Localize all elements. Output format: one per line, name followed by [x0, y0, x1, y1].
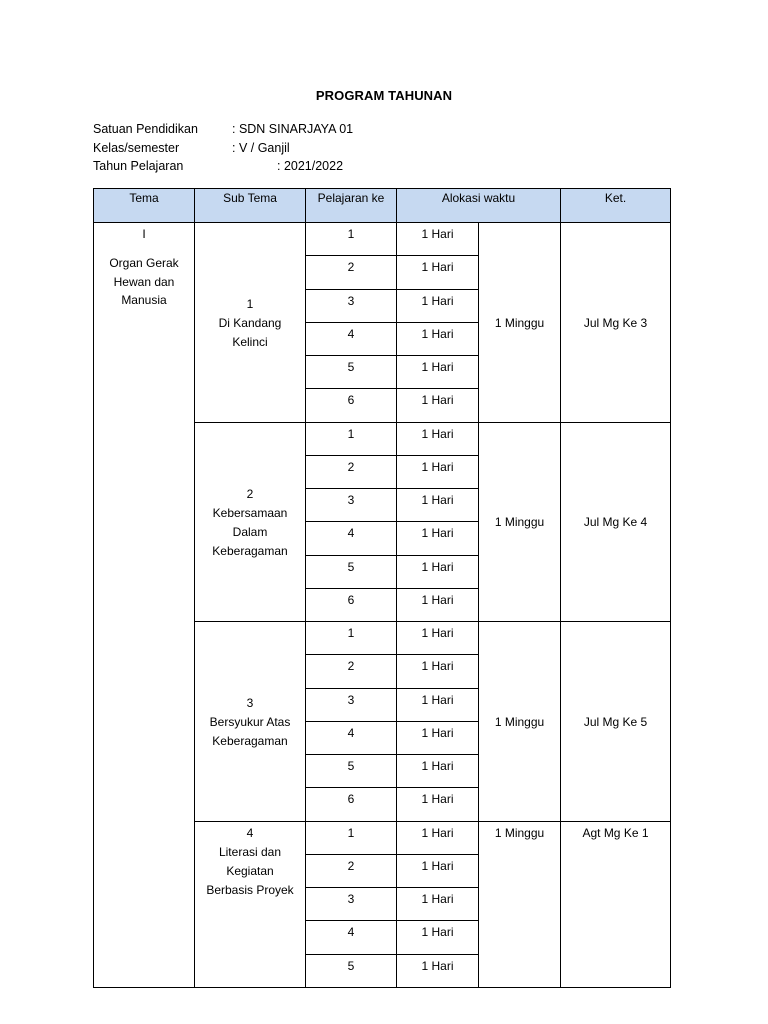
document-title: PROGRAM TAHUNAN: [315, 88, 453, 103]
lesson-time: 1 Hari: [397, 721, 479, 754]
lesson-number: 6: [306, 788, 397, 821]
lesson-number: 2: [306, 655, 397, 688]
lesson-time: 1 Hari: [397, 954, 479, 987]
lesson-number: 1: [306, 422, 397, 455]
lesson-time: 1 Hari: [397, 356, 479, 389]
lesson-time: 1 Hari: [397, 821, 479, 854]
lesson-time: 1 Hari: [397, 555, 479, 588]
ket-cell: Jul Mg Ke 3: [561, 223, 671, 423]
week-allocation: 1 Minggu: [479, 223, 561, 423]
lesson-time: 1 Hari: [397, 256, 479, 289]
lesson-number: 6: [306, 389, 397, 422]
meta-label: Tahun Pelajaran: [93, 159, 184, 173]
lesson-number: 2: [306, 455, 397, 488]
sub-tema-name: Bersyukur Atas Keberagaman: [209, 714, 291, 748]
lesson-number: 2: [306, 256, 397, 289]
tema-cell: [94, 223, 195, 988]
sub-tema-name: Di Kandang Kelinci: [218, 315, 282, 349]
lesson-time: 1 Hari: [397, 422, 479, 455]
lesson-number: 5: [306, 356, 397, 389]
sub-tema-cell: [195, 223, 306, 423]
lesson-number: 5: [306, 755, 397, 788]
sub-tema-number: 4: [246, 825, 254, 840]
sub-tema-cell: [195, 622, 306, 822]
sub-tema-cell: [195, 422, 306, 622]
tema-name: Organ Gerak Hewan dan Manusia: [109, 256, 179, 307]
week-allocation: 1 Minggu: [479, 622, 561, 822]
table-row: [94, 223, 671, 256]
lesson-time: 1 Hari: [397, 688, 479, 721]
lesson-number: 1: [306, 622, 397, 655]
lesson-time: 1 Hari: [397, 223, 479, 256]
ket-cell: Jul Mg Ke 5: [561, 622, 671, 822]
meta-label: Kelas/semester: [93, 140, 180, 155]
lesson-number: 3: [306, 489, 397, 522]
header-ket: Ket.: [561, 189, 671, 223]
lesson-time: 1 Hari: [397, 755, 479, 788]
header-sub-tema: Sub Tema: [195, 189, 306, 223]
program-table: [93, 188, 671, 988]
lesson-number: 4: [306, 522, 397, 555]
tema-number: I: [142, 227, 146, 241]
table-body: [94, 223, 671, 988]
lesson-time: 1 Hari: [397, 455, 479, 488]
lesson-number: 5: [306, 954, 397, 987]
header-alokasi-waktu: Alokasi waktu: [397, 189, 561, 223]
meta-label: Satuan Pendidikan: [93, 122, 198, 136]
lesson-number: 5: [306, 555, 397, 588]
lesson-time: 1 Hari: [397, 788, 479, 821]
lesson-number: 2: [306, 854, 397, 887]
sub-tema-number: 3: [246, 695, 254, 710]
sub-tema-number: 1: [246, 296, 254, 311]
sub-tema-name: Kebersamaan Dalam Keberagaman: [212, 505, 288, 558]
lesson-number: 3: [306, 888, 397, 921]
week-allocation: 1 Minggu: [479, 821, 561, 987]
meta-value: : SDN SINARJAYA 01: [232, 122, 354, 136]
lesson-number: 1: [306, 223, 397, 256]
lesson-number: 4: [306, 921, 397, 954]
table-header-row: [94, 189, 671, 223]
week-allocation: 1 Minggu: [479, 422, 561, 622]
meta-value: : 2021/2022: [277, 159, 344, 173]
lesson-time: 1 Hari: [397, 322, 479, 355]
lesson-time: 1 Hari: [397, 289, 479, 322]
lesson-number: 1: [306, 821, 397, 854]
lesson-time: 1 Hari: [397, 622, 479, 655]
lesson-time: 1 Hari: [397, 655, 479, 688]
lesson-time: 1 Hari: [397, 921, 479, 954]
lesson-time: 1 Hari: [397, 389, 479, 422]
lesson-time: 1 Hari: [397, 522, 479, 555]
lesson-number: 3: [306, 289, 397, 322]
meta-value: : V / Ganjil: [232, 140, 290, 155]
lesson-number: 4: [306, 721, 397, 754]
lesson-time: 1 Hari: [397, 489, 479, 522]
lesson-time: 1 Hari: [397, 854, 479, 887]
sub-tema-name: Literasi dan Kegiatan Berbasis Proyek: [206, 844, 294, 897]
lesson-time: 1 Hari: [397, 888, 479, 921]
ket-cell: Jul Mg Ke 4: [561, 422, 671, 622]
sub-tema-number: 2: [246, 486, 254, 501]
lesson-time: 1 Hari: [397, 588, 479, 621]
lesson-number: 4: [306, 322, 397, 355]
header-tema: Tema: [94, 189, 195, 223]
header-pelajaran-ke: Pelajaran ke: [306, 189, 397, 223]
sub-tema-cell: [195, 821, 306, 987]
lesson-number: 3: [306, 688, 397, 721]
lesson-number: 6: [306, 588, 397, 621]
ket-cell: Agt Mg Ke 1: [561, 821, 671, 987]
